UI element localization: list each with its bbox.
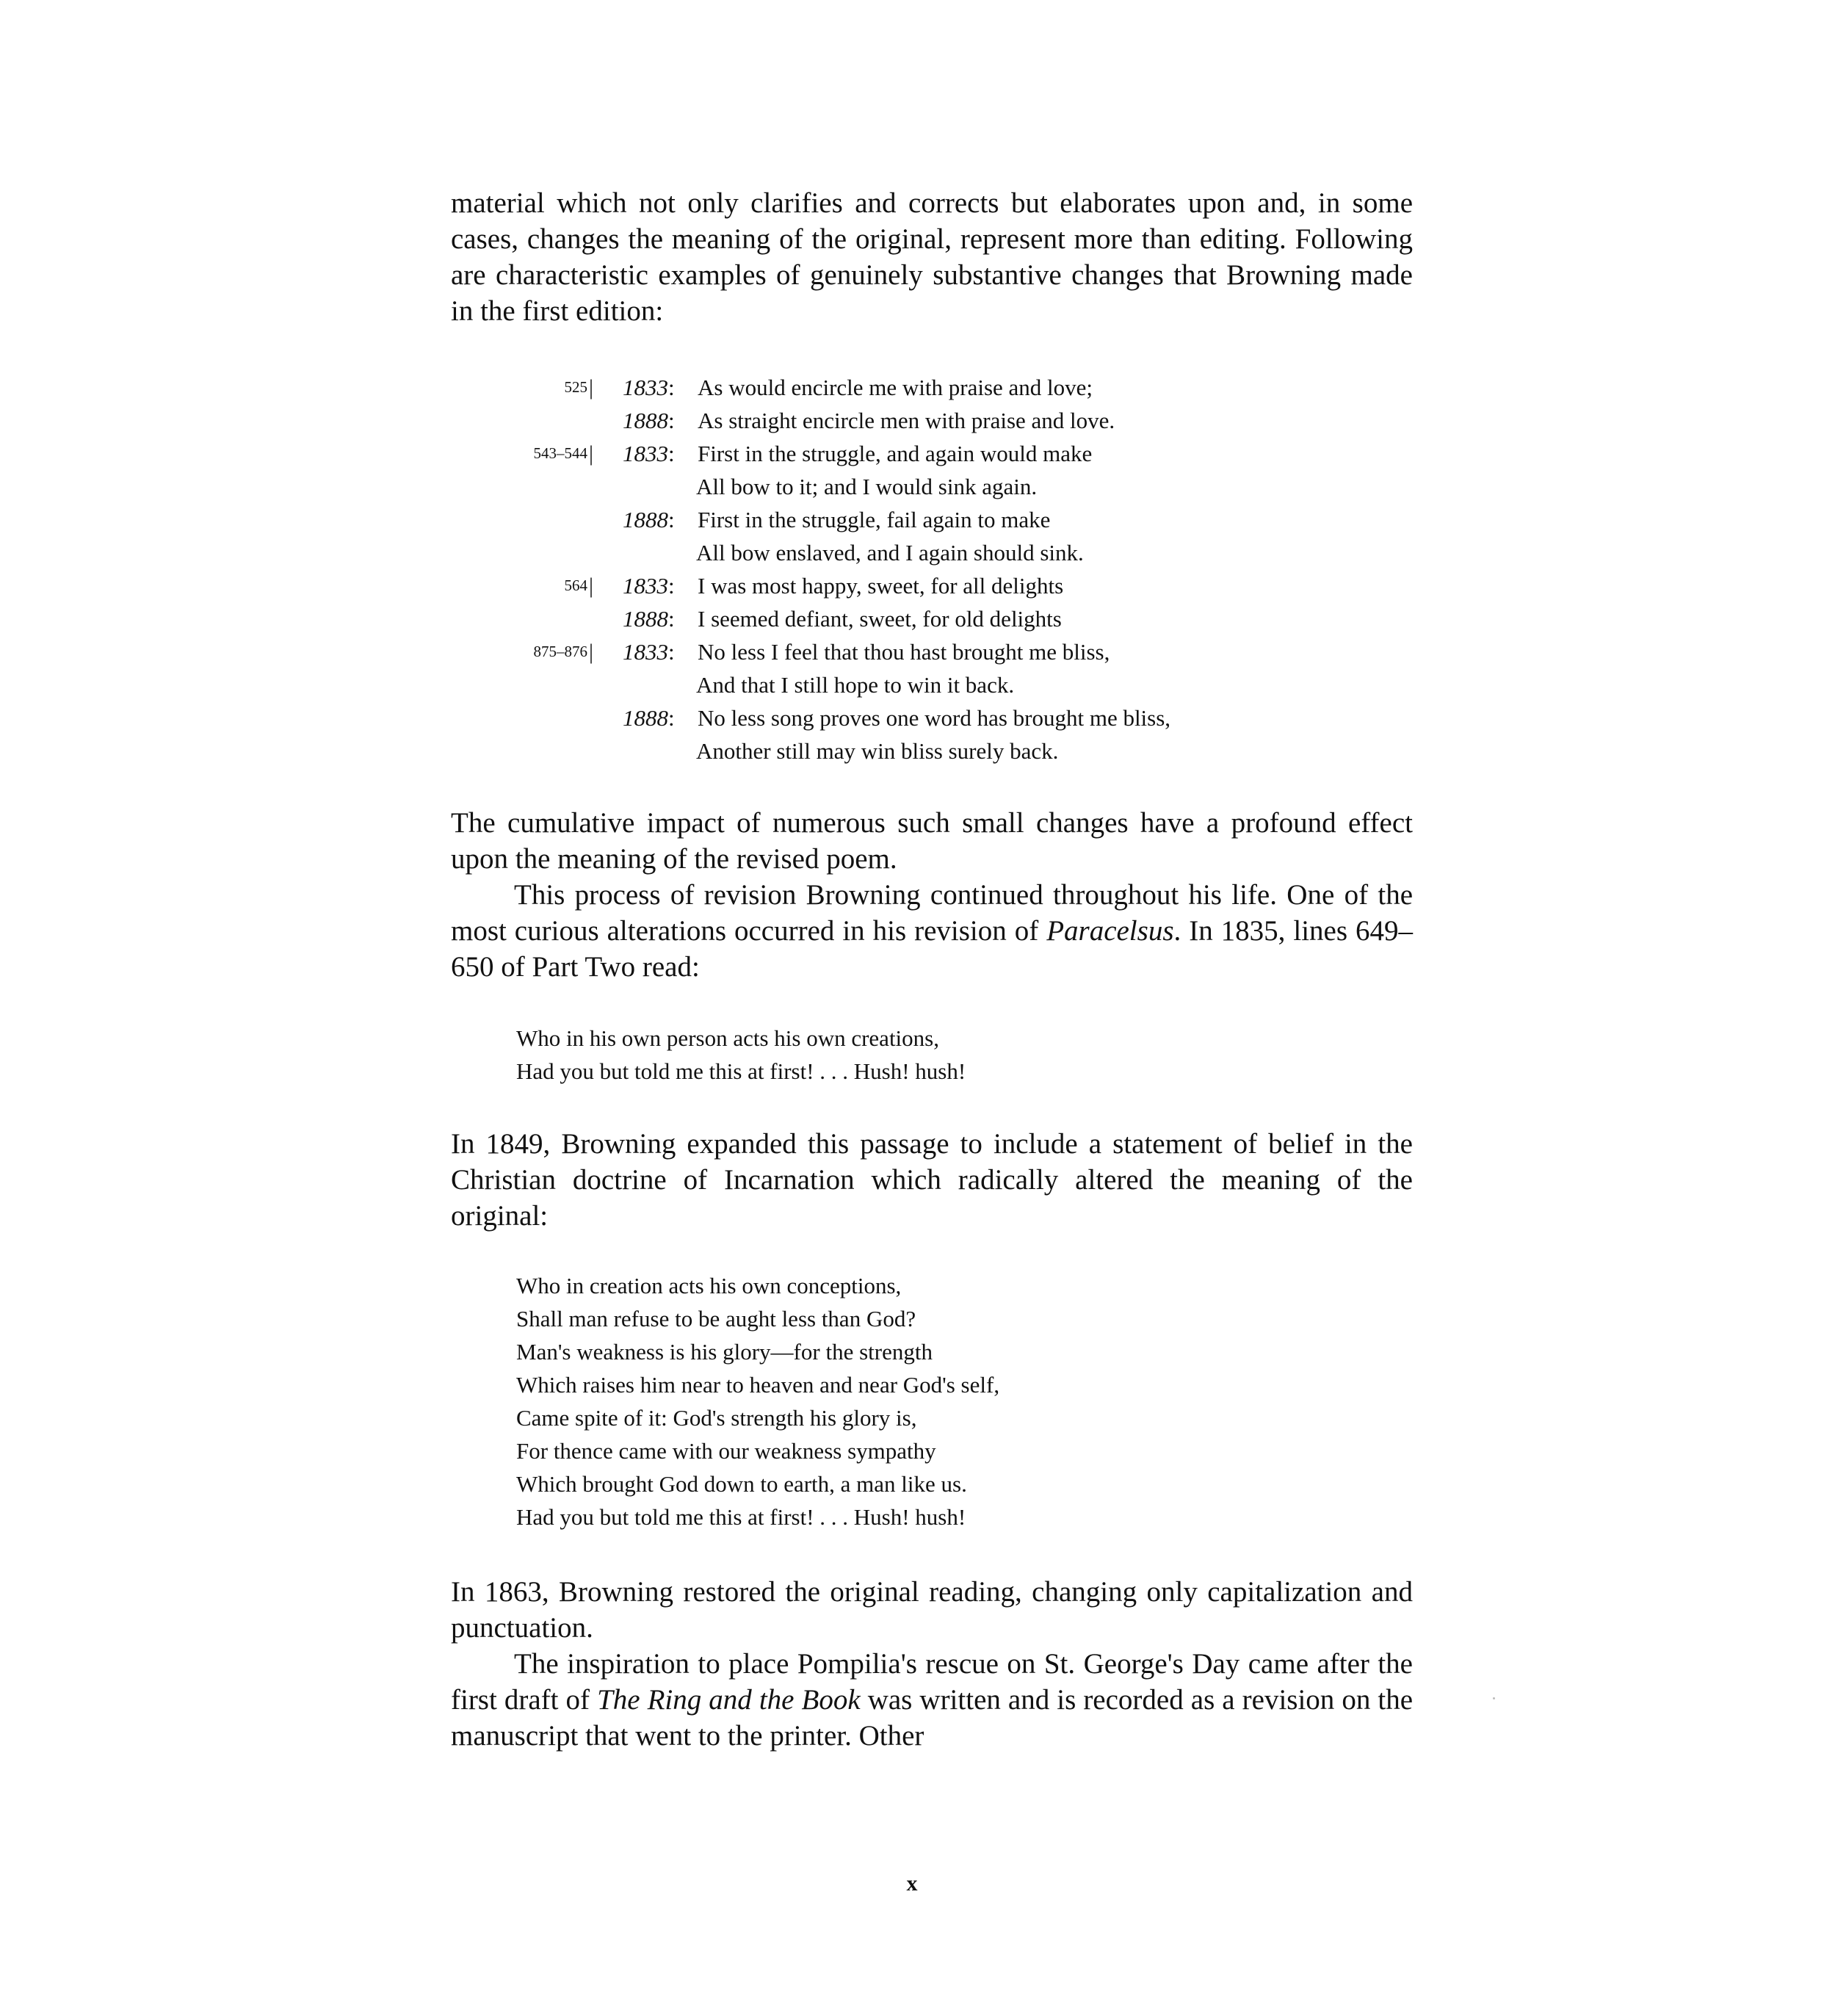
line-number-bar: | <box>589 441 594 466</box>
quote-line: Which brought God down to earth, a man like us. <box>516 1471 967 1497</box>
year-label: 1833: <box>623 441 675 466</box>
quote-line: For thence came with our weakness sympathy <box>516 1438 936 1464</box>
paragraph-1863: In 1863, Browning restored the original reading, changing only capitalization and punctuation. <box>451 1576 1413 1644</box>
quote-line: Shall man refuse to be aught less than God? <box>516 1306 916 1332</box>
paragraph-inspiration: The inspiration to place Pompilia's rescue on St. George's Day came after the first draft of The Ring and the Book was written and is recorded as a revision on the manuscript that went to the printer. Other <box>451 1648 1414 1752</box>
quote-line: Came spite of it: God's strength his glory is, <box>516 1405 917 1431</box>
quote-line: Had you but told me this at first! . . . Hush! hush! <box>516 1504 966 1530</box>
line-number: 564 <box>564 577 587 594</box>
year-label: 1888: <box>623 606 675 632</box>
variant-text: First in the struggle, and again would make <box>698 441 1093 466</box>
quote-line: Man's weakness is his glory—for the strength <box>516 1339 933 1365</box>
quote-line: Had you but told me this at first! . . . Hush! hush! <box>516 1058 966 1084</box>
paragraph-1849: In 1849, Browning expanded this passage to include a statement of belief in the Christian doctrine of Incarnation which radically altered the meaning of the original: <box>451 1128 1413 1232</box>
variant-text: All bow to it; and I would sink again. <box>696 474 1038 499</box>
variant-text: No less song proves one word has brought me bliss, <box>698 705 1171 731</box>
line-number: 875–876 <box>533 643 587 660</box>
scan-speck <box>1493 1697 1495 1699</box>
paragraph-cumulative: The cumulative impact of numerous such small changes have a profound effect upon the meaning of the revised poem. <box>451 807 1413 875</box>
title-ring-and-book: The Ring and the Book <box>597 1684 861 1716</box>
line-number-bar: | <box>589 574 594 598</box>
variant-text: And that I still hope to win it back. <box>696 672 1015 698</box>
line-number-bar: | <box>589 640 594 664</box>
quote-line: Which raises him near to heaven and near God's self, <box>516 1372 1000 1398</box>
variant-text: All bow enslaved, and I again should sink. <box>696 540 1084 566</box>
variant-text: As straight encircle men with praise and love. <box>698 408 1115 433</box>
quote-line: Who in creation acts his own conceptions, <box>516 1273 902 1298</box>
variant-text: First in the struggle, fail again to make <box>698 507 1051 532</box>
year-label: 1833: <box>623 375 675 400</box>
quote-line: Who in his own person acts his own creations, <box>516 1025 939 1051</box>
quotation-1849 <box>516 1269 999 1533</box>
year-label: 1888: <box>623 507 675 532</box>
line-number-bar: | <box>589 375 594 400</box>
variant-text: I seemed defiant, sweet, for old delights <box>698 606 1062 632</box>
variant-text: No less I feel that thou hast brought me bliss, <box>698 639 1110 665</box>
paragraph-revision: This process of revision Browning continued throughout his life. One of the most curious alterations occurred in his revision of Paracelsus. In 1835, lines 649–650 of Part Two read: <box>451 879 1413 983</box>
variant-text: As would encircle me with praise and love; <box>698 375 1093 400</box>
year-label: 1888: <box>623 408 675 433</box>
title-paracelsus: Paracelsus <box>1046 915 1174 947</box>
variant-text: I was most happy, sweet, for all delights <box>698 573 1064 599</box>
year-label: 1833: <box>623 573 675 599</box>
page-number: x <box>906 1871 918 1896</box>
line-number: 543–544 <box>533 444 587 462</box>
paragraph-intro: material which not only clarifies and corrects but elaborates upon and, in some cases, changes the meaning of the original, represent more than editing. Following are characteristic examples of genuinely substantive changes that Browning made in the first edition: <box>451 187 1413 327</box>
year-label: 1888: <box>623 705 675 731</box>
quotation-1835 <box>516 1022 966 1088</box>
line-number: 525 <box>564 378 587 396</box>
year-label: 1833: <box>623 639 675 665</box>
variant-text: Another still may win bliss surely back. <box>696 738 1059 764</box>
